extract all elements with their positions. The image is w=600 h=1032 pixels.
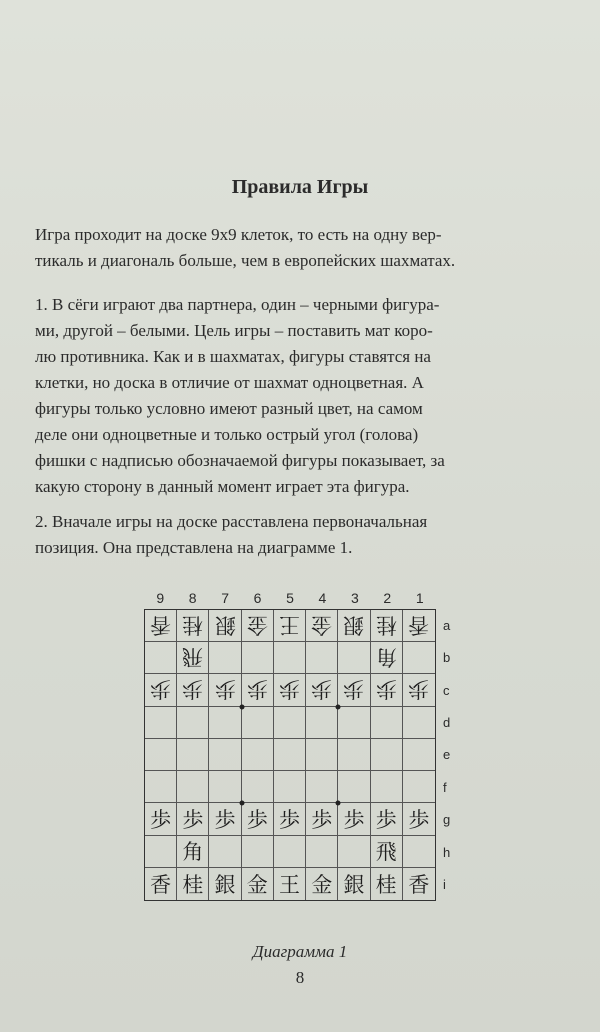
- shogi-piece: 飛: [375, 840, 397, 865]
- board-square: [306, 868, 338, 900]
- board-square: [306, 836, 338, 868]
- board-square: [306, 610, 338, 642]
- text-line: 2. Вначале игры на доске расставлена первоначальная: [35, 512, 428, 531]
- shogi-piece: 歩: [311, 807, 333, 832]
- shogi-piece: 桂: [182, 872, 204, 897]
- text-line: тикаль и диагональ больше, чем в европейских шахматах.: [35, 251, 456, 270]
- text-line: Игра проходит на доске 9х9 клеток, то есть на одну вер-: [35, 225, 442, 244]
- board-square: [403, 771, 435, 803]
- board-square: [274, 674, 306, 706]
- row-label: i: [443, 877, 446, 893]
- column-label: 5: [286, 590, 294, 606]
- board-square: [242, 739, 274, 771]
- shogi-piece: 歩: [214, 807, 236, 832]
- board-square: [338, 868, 370, 900]
- shogi-piece: 飛: [182, 644, 204, 669]
- column-labels: [144, 590, 436, 610]
- board-square: [371, 674, 403, 706]
- board-square: [371, 610, 403, 642]
- shogi-piece: 香: [408, 872, 430, 897]
- row-label: g: [443, 812, 451, 828]
- text-line: какую сторону в данный момент играет эта фигура.: [35, 477, 410, 496]
- board-square: [274, 836, 306, 868]
- board-square: [274, 642, 306, 674]
- row-label: b: [443, 650, 451, 666]
- text-line: деле они одноцветные и только острый угол (голова): [35, 425, 419, 444]
- shogi-piece: 歩: [150, 807, 172, 832]
- board-square: [403, 674, 435, 706]
- shogi-piece: 金: [311, 612, 333, 637]
- shogi-piece: 香: [150, 872, 172, 897]
- board-square: [371, 836, 403, 868]
- board-square: [371, 771, 403, 803]
- star-point: [336, 704, 341, 709]
- shogi-piece: 歩: [375, 807, 397, 832]
- board-square: [242, 642, 274, 674]
- shogi-piece: 歩: [278, 807, 300, 832]
- board-square: [145, 707, 177, 739]
- board-square: [145, 739, 177, 771]
- board-square: [274, 707, 306, 739]
- board-square: [338, 610, 370, 642]
- board-square: [209, 739, 241, 771]
- board-square: [274, 803, 306, 835]
- board-square: [403, 836, 435, 868]
- shogi-piece: 歩: [182, 807, 204, 832]
- row-label: f: [443, 779, 447, 795]
- board-square: [306, 739, 338, 771]
- text-line: лю противника. Как и в шахматах, фигуры ставятся на: [35, 347, 431, 366]
- shogi-piece: 歩: [343, 677, 365, 702]
- text-line: ми, другой – белыми. Цель игры – поставить мат коро-: [35, 321, 433, 340]
- board-square: [274, 739, 306, 771]
- board-square: [145, 610, 177, 642]
- board-square: [145, 642, 177, 674]
- board-square: [338, 836, 370, 868]
- board-square: [338, 803, 370, 835]
- shogi-piece: 金: [246, 612, 268, 637]
- board-square: [338, 771, 370, 803]
- shogi-piece: 歩: [375, 677, 397, 702]
- board-square: [145, 771, 177, 803]
- board-square: [177, 674, 209, 706]
- board-square: [209, 674, 241, 706]
- rule-1-paragraph: [35, 292, 563, 500]
- board-square: [371, 642, 403, 674]
- board-square: [338, 674, 370, 706]
- shogi-piece: 銀: [343, 872, 365, 897]
- board-square: [403, 803, 435, 835]
- board-square: [242, 836, 274, 868]
- shogi-piece: 歩: [150, 677, 172, 702]
- shogi-piece: 歩: [311, 677, 333, 702]
- page-number: 8: [295, 968, 305, 987]
- intro-paragraph: [35, 222, 563, 274]
- board-square: [274, 868, 306, 900]
- board-square: [338, 739, 370, 771]
- board-square: [338, 642, 370, 674]
- shogi-piece: 王: [278, 872, 300, 897]
- shogi-piece: 金: [246, 872, 268, 897]
- shogi-piece: 歩: [343, 807, 365, 832]
- row-label: c: [443, 682, 450, 698]
- shogi-piece: 王: [278, 612, 300, 637]
- board-square: [306, 674, 338, 706]
- shogi-diagram: [140, 590, 460, 910]
- text-line: позиция. Она представлена на диаграмме 1.: [35, 538, 353, 557]
- shogi-piece: 香: [408, 612, 430, 637]
- column-label: 7: [221, 590, 229, 606]
- board-square: [177, 836, 209, 868]
- board-square: [209, 868, 241, 900]
- shogi-piece: 角: [182, 840, 204, 865]
- board-square: [371, 868, 403, 900]
- board-square: [242, 707, 274, 739]
- column-label: 9: [156, 590, 165, 606]
- board-square: [242, 771, 274, 803]
- board-square: [145, 674, 177, 706]
- board-square: [403, 868, 435, 900]
- board-square: [209, 771, 241, 803]
- board-square: [403, 739, 435, 771]
- shogi-piece: 銀: [214, 612, 236, 637]
- board-square: [371, 803, 403, 835]
- board-square: [242, 803, 274, 835]
- board-square: [145, 868, 177, 900]
- board-square: [403, 642, 435, 674]
- board-square: [274, 771, 306, 803]
- text-line: фигуры только условно имеют разный цвет, на самом: [35, 399, 423, 418]
- shogi-piece: 角: [375, 644, 397, 669]
- shogi-piece: 歩: [182, 677, 204, 702]
- board-square: [177, 707, 209, 739]
- text-line: 1. В сёги играют два партнера, один – черными фигура-: [35, 295, 440, 314]
- column-label: 1: [415, 590, 424, 606]
- board-square: [274, 610, 306, 642]
- board-square: [177, 739, 209, 771]
- shogi-piece: 歩: [246, 677, 268, 702]
- board-square: [177, 771, 209, 803]
- shogi-board: [144, 609, 436, 901]
- board-square: [145, 803, 177, 835]
- board-square: [209, 707, 241, 739]
- star-point: [239, 704, 244, 709]
- shogi-piece: 歩: [246, 807, 268, 832]
- rule-2-paragraph: [35, 509, 563, 561]
- board-square: [242, 610, 274, 642]
- shogi-piece: 桂: [182, 612, 204, 637]
- column-label: 4: [318, 590, 327, 606]
- shogi-piece: 銀: [214, 872, 236, 897]
- text-line: фишки с надписью обозначаемой фигуры показывает, за: [35, 451, 445, 470]
- shogi-piece: 金: [311, 872, 333, 897]
- column-label: 3: [350, 590, 359, 606]
- shogi-piece: 桂: [375, 872, 397, 897]
- row-label: e: [443, 747, 451, 763]
- board-square: [338, 707, 370, 739]
- board-square: [145, 836, 177, 868]
- shogi-piece: 歩: [408, 677, 430, 702]
- diagram-caption: Диаграмма 1: [252, 942, 348, 961]
- text-line: клетки, но доска в отличие от шахмат одноцветная. А: [35, 373, 424, 392]
- row-label: a: [443, 617, 451, 633]
- shogi-piece: 歩: [214, 677, 236, 702]
- board-square: [306, 707, 338, 739]
- board-square: [306, 771, 338, 803]
- board-square: [371, 707, 403, 739]
- column-label: 2: [383, 590, 392, 606]
- board-square: [177, 803, 209, 835]
- shogi-piece: 香: [150, 612, 172, 637]
- board-square: [177, 642, 209, 674]
- row-label: h: [443, 844, 451, 860]
- column-label: 6: [253, 590, 262, 606]
- board-square: [242, 868, 274, 900]
- board-square: [242, 674, 274, 706]
- board-square: [209, 836, 241, 868]
- board-square: [209, 803, 241, 835]
- board-square: [371, 739, 403, 771]
- board-square: [177, 610, 209, 642]
- shogi-piece: 歩: [278, 677, 300, 702]
- section-heading: Правила Игры: [231, 176, 369, 198]
- row-label: d: [443, 715, 451, 731]
- shogi-piece: 歩: [408, 807, 430, 832]
- board-square: [403, 610, 435, 642]
- column-label: 8: [188, 590, 197, 606]
- board-square: [209, 610, 241, 642]
- row-labels: [440, 609, 460, 901]
- board-square: [306, 642, 338, 674]
- board-square: [209, 642, 241, 674]
- star-point: [239, 801, 244, 806]
- shogi-piece: 銀: [343, 612, 365, 637]
- star-point: [336, 801, 341, 806]
- shogi-piece: 桂: [375, 612, 397, 637]
- board-square: [177, 868, 209, 900]
- board-square: [403, 707, 435, 739]
- board-square: [306, 803, 338, 835]
